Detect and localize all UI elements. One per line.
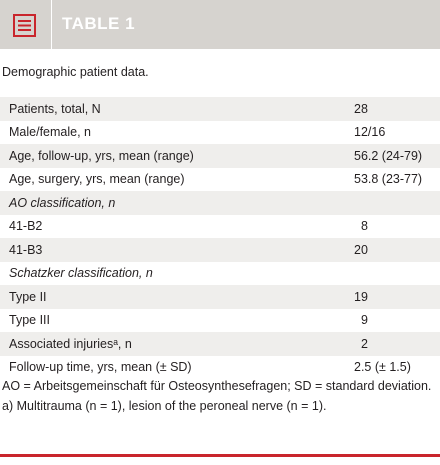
- table-row: [0, 97, 440, 121]
- row-label: Male/female, n: [9, 125, 91, 140]
- document-icon: [13, 14, 36, 37]
- bottom-rule: [0, 454, 440, 457]
- row-value: 20: [354, 242, 368, 257]
- footnote-a: a) Multitrauma (n = 1), lesion of the peroneal nerve (n = 1).: [2, 399, 327, 413]
- table-row: [0, 309, 440, 333]
- table-row: [0, 168, 440, 192]
- row-label: Patients, total, N: [9, 101, 101, 116]
- table-row: [0, 285, 440, 309]
- section-heading: AO classification, n: [9, 195, 116, 210]
- row-label: Follow-up time, yrs, mean (± SD): [9, 360, 192, 375]
- patient-data-table: [0, 97, 440, 379]
- row-value: 8: [361, 219, 368, 234]
- table-row: [0, 121, 440, 145]
- row-value: 53.8 (23-77): [354, 172, 423, 187]
- header-divider: [51, 0, 52, 49]
- table-row: [0, 144, 440, 168]
- table-header: [0, 0, 440, 49]
- table-title: TABLE 1: [62, 14, 136, 33]
- row-label: Associated injuriesᵃ, n: [9, 336, 132, 351]
- table-row: [0, 332, 440, 356]
- row-label: Type III: [9, 313, 50, 328]
- section-heading: Schatzker classification, n: [9, 266, 153, 281]
- row-value: 19: [354, 289, 368, 304]
- row-label: 41-B3: [9, 242, 43, 257]
- row-value: 9: [361, 313, 368, 328]
- row-label: 41-B2: [9, 219, 43, 234]
- footnotes: [2, 378, 438, 418]
- table-row: [0, 215, 440, 239]
- row-label: Age, follow-up, yrs, mean (range): [9, 148, 194, 163]
- row-label: Age, surgery, yrs, mean (range): [9, 172, 185, 187]
- table-row: [0, 191, 440, 215]
- row-value: 2.5 (± 1.5): [354, 360, 411, 375]
- row-label: Type II: [9, 289, 47, 304]
- row-value: 56.2 (24-79): [354, 148, 423, 163]
- table-row: [0, 238, 440, 262]
- row-value: 28: [354, 101, 368, 116]
- table-caption: Demographic patient data.: [2, 65, 149, 79]
- table-row: [0, 356, 440, 380]
- table-row: [0, 262, 440, 286]
- footnote-abbreviations: AO = Arbeitsgemeinschaft für Osteosynthesefragen; SD = standard deviation.: [2, 379, 432, 393]
- row-value: 12/16: [354, 125, 386, 140]
- row-value: 2: [361, 336, 368, 351]
